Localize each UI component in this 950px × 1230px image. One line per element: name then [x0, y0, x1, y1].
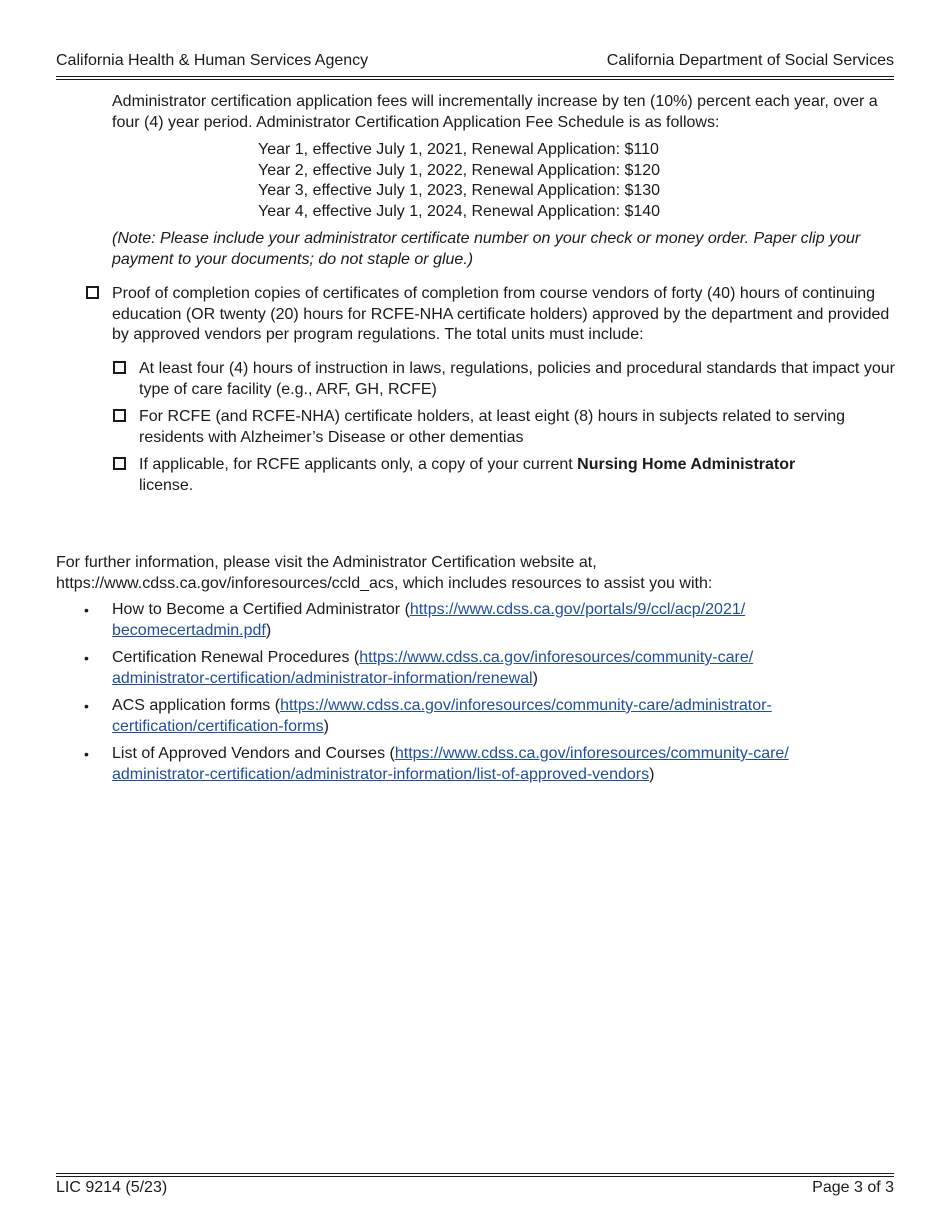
- bullet: •: [84, 602, 89, 618]
- header-rule: [56, 76, 894, 80]
- proof-of-completion-text: Proof of completion copies of certificates of completion from course vendors of forty (40) hours of continuing education (OR twenty (20) hours for RCFE-NHA certificate holders) approved by the department and provided by approved vendors per program regulations. The total units must include:: [112, 285, 890, 343]
- fee-intro-text: Administrator certification application fees will incrementally increase by ten (10%) percent each year, over a four (4) year period. Administrator Certification Application Fee Schedule is as follows:: [112, 93, 878, 131]
- nha-license-checkbox[interactable]: [113, 457, 126, 470]
- resource-item-renewal: Certification Renewal Procedures (https://www.cdss.ca.gov/inforesources/community-care/ administrator-certification/administrator-information/renewal): [112, 649, 754, 687]
- approved-vendors-link[interactable]: https://www.cdss.ca.gov/inforesources/community-care/ administrator-certification/administrator-information/list-of-approved-vendors: [112, 745, 789, 783]
- fee-year-3: Year 3, effective July 1, 2023, Renewal Application: $130: [258, 182, 661, 199]
- fee-schedule: [258, 140, 758, 222]
- nha-license-suffix: license.: [139, 476, 194, 494]
- page-header: [56, 51, 894, 75]
- fee-year-2: Year 2, effective July 1, 2022, Renewal Application: $120: [258, 161, 661, 179]
- page-footer: [56, 1178, 894, 1199]
- bullet: •: [84, 650, 89, 666]
- fee-year-1: Year 1, effective July 1, 2021, Renewal Application: $110: [258, 141, 659, 158]
- nha-license-bold: Nursing Home Administrator: [577, 456, 796, 473]
- resource-item-vendors: List of Approved Vendors and Courses (https://www.cdss.ca.gov/inforesources/community-care/ administrator-certification/administrator-information/list-of-approved-vendors): [112, 745, 789, 783]
- proof-of-completion-checkbox[interactable]: [86, 286, 99, 299]
- laws-regulations-checkbox[interactable]: [113, 361, 126, 374]
- application-forms-link[interactable]: https://www.cdss.ca.gov/inforesources/community-care/administrator- certification/certification-forms: [112, 697, 772, 735]
- payment-note: (Note: Please include your administrator certificate number on your check or money order. Paper clip your payment to your documents; do not staple or glue.): [112, 230, 861, 268]
- fee-year-4: Year 4, effective July 1, 2024, Renewal Application: $140: [258, 202, 661, 220]
- further-info-text: For further information, please visit the Administrator Certification website at, https://www.cdss.ca.gov/inforesources/ccld_acs, which includes resources to assist you with:: [56, 554, 713, 592]
- dementia-hours-checkbox[interactable]: [113, 409, 126, 422]
- agency-name: California Health & Human Services Agency: [56, 52, 369, 69]
- nha-license-text: [139, 455, 897, 496]
- footer-rule: [56, 1173, 894, 1177]
- page-number: Page 3 of 3: [812, 1179, 894, 1196]
- nha-license-prefix: If applicable, for RCFE applicants only, a copy of your current: [139, 456, 578, 473]
- resource-item-become-admin: How to Become a Certified Administrator (https://www.cdss.ca.gov/portals/9/ccl/acp/2021/ becomecertadmin.pdf): [112, 601, 746, 639]
- resource-label: How to Become a Certified Administrator: [112, 601, 401, 618]
- department-name: California Department of Social Services: [606, 52, 894, 69]
- bullet: •: [84, 746, 89, 762]
- resource-item-forms: ACS application forms (https://www.cdss.ca.gov/inforesources/community-care/administrator- certification/certification-forms): [112, 697, 772, 735]
- laws-regulations-text: At least four (4) hours of instruction in laws, regulations, policies and procedural standards that impact your type of care facility (e.g., ARF, GH, RCFE): [139, 360, 895, 398]
- bullet: •: [84, 698, 89, 714]
- become-admin-link[interactable]: https://www.cdss.ca.gov/portals/9/ccl/acp/2021/ becomecertadmin.pdf: [112, 601, 746, 639]
- resource-label: Certification Renewal Procedures: [112, 649, 350, 666]
- renewal-link[interactable]: https://www.cdss.ca.gov/inforesources/community-care/ administrator-certification/administrator-information/renewal: [112, 649, 754, 687]
- resource-label: ACS application forms: [112, 697, 271, 714]
- form-id: LIC 9214 (5/23): [56, 1179, 168, 1196]
- dementia-hours-text: For RCFE (and RCFE-NHA) certificate holders, at least eight (8) hours in subjects related to serving residents with Alzheimer’s Disease or other dementias: [139, 408, 846, 446]
- resource-label: List of Approved Vendors and Courses: [112, 745, 386, 762]
